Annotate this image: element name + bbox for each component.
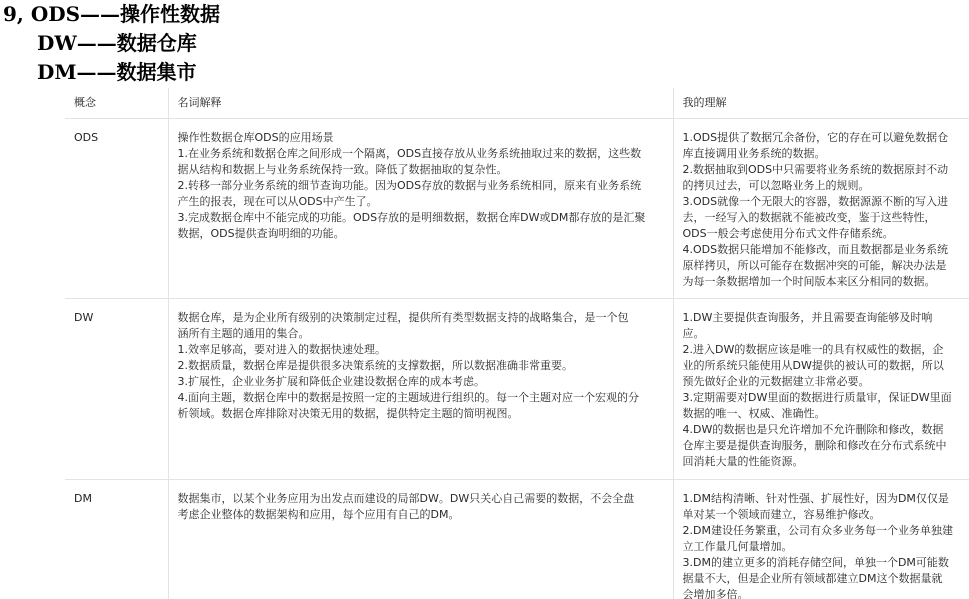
cell-line: 4.DW的数据也是只允许增加不允许删除和修改，数据 [682,422,944,436]
cell-line: 操作性数据仓库ODS的应用场景 [177,130,334,144]
cell-line: 1.DW主要提供查询服务，并且需要查询能够及时响 [682,310,933,324]
cell-line: 为每一条数据增加一个时间版本来区分相同的数据。 [682,274,936,288]
heading-dm: DM——数据集市 [37,60,197,84]
table-header-row [65,88,969,118]
definition-cell [168,118,673,298]
cell-line: 去，一经写入的数据就不能被改变，鉴于这些特性， [682,210,936,224]
column-header-concept: 概念 [65,88,168,118]
cell-line: 3.扩展性，企业业务扩展和降低企业建设数据仓库的成本考虑。 [177,374,485,388]
cell-line: 3.DM的建立更多的消耗存储空间，单独一个DM可能数 [682,555,949,569]
understanding-cell [673,479,969,599]
cell-line: 数据的唯一、权威、准确性。 [682,406,826,420]
cell-line: 数据仓库，是为企业所有级别的决策制定过程，提供所有类型数据支持的战略集合，是一个包 [177,310,629,324]
cell-line: 预先做好企业的元数据建立非常必要。 [682,374,870,388]
cell-line: 1.DM结构清晰、针对性强、扩展性好，因为DM仅仅是 [682,491,949,505]
cell-line: 2.转移一部分业务系统的细节查询功能。因为ODS存放的数据与业务系统相同，原来有业务系统 [177,178,642,192]
cell-line: 据从结构和数据上与业务系统保持一致。降低了数据抽取的复杂性。 [177,162,508,176]
cell-line: 1.效率足够高，要对进入的数据快速处理。 [177,342,386,356]
table-row [65,298,969,479]
cell-line: 4.ODS数据只能增加不能修改，而且数据都是业务系统 [682,242,949,256]
understanding-cell [673,298,969,479]
cell-line: 立工作量几何量增加。 [682,539,793,553]
concept-cell: DM [74,491,92,505]
cell-line: 析领域。数据仓库排除对决策无用的数据，提供特定主题的简明视图。 [177,406,519,420]
concept-cell: ODS [74,130,99,144]
understanding-cell [673,118,969,298]
concept-cell: DW [74,310,94,324]
column-header-understanding: 我的理解 [673,88,969,118]
cell-line: 考虑企业整体的数据架构和应用，每个应用有自己的DM。 [177,507,460,521]
cell-line: 数据集市，以某个业务应用为出发点而建设的局部DW。DW只关心自己需要的数据，不会全盘 [177,491,635,505]
cell-line: 单对某一个领域而建立，容易维护修改。 [682,507,881,521]
cell-line: 2.进入DW的数据应该是唯一的具有权威性的数据，企 [682,342,944,356]
cell-line: 回消耗大量的性能资源。 [682,454,804,468]
cell-line: 2.DM建设任务繁重，公司有众多业务每一个业务单独建 [682,523,953,537]
table-row [65,479,969,599]
cell-line: 4.面向主题，数据仓库中的数据是按照一定的主题域进行组织的。每一个主题对应一个宏观的分 [177,390,639,404]
cell-line: 数据，ODS提供查询明细的功能。 [177,226,345,240]
cell-line: 库直接调用业务系统的数据。 [682,146,826,160]
definition-cell [168,298,673,479]
heading-dw: DW——数据仓库 [37,31,197,55]
cell-line: 3.ODS就像一个无限大的容器，数据源源不断的写入进 [682,194,949,208]
cell-line: 原样拷贝，所以可能存在数据冲突的可能，解决办法是 [682,258,947,272]
cell-line: 会增加多倍。 [682,587,749,599]
cell-line: 产生的报表，现在可以从ODS中产生了。 [177,194,378,208]
table-row [65,118,969,298]
cell-line: 业的所系统只能使用从DW提供的被认可的数据，所以 [682,358,944,372]
cell-line: 2.数据抽取到ODS中只需要将业务系统的数据原封不动 [682,162,949,176]
cell-line: 仓库主要是提供查询服务，删除和修改在分布式系统中 [682,438,947,452]
cell-line: 的拷贝过去，可以忽略业务上的规则。 [682,178,870,192]
concept-table [65,88,969,599]
column-header-definition: 名词解释 [168,88,673,118]
cell-line: 涵所有主题的通用的集合。 [177,326,310,340]
cell-line: ODS一般会考虑使用分布式文件存储系统。 [682,226,894,240]
cell-line: 2.数据质量，数据仓库是提供很多决策系统的支撑数据，所以数据准确非常重要。 [177,358,573,372]
heading-ods: 9, ODS——操作性数据 [3,2,221,26]
cell-line: 3.完成数据仓库中不能完成的功能。ODS存放的是明细数据，数据仓库DW或DM都存放的是汇聚 [177,210,646,224]
concept-table-container [65,88,969,599]
cell-line: 1.ODS提供了数据冗余备份，它的存在可以避免数据仓 [682,130,949,144]
cell-line: 3.定期需要对DW里面的数据进行质量审，保证DW里面 [682,390,952,404]
cell-line: 1.在业务系统和数据仓库之间形成一个隔离，ODS直接存放从业务系统抽取过来的数据，这些数 [177,146,642,160]
definition-cell [168,479,673,599]
cell-line: 据量不大，但是企业所有领域都建立DM这个数据量就 [682,571,943,585]
cell-line: 应。 [682,326,705,340]
